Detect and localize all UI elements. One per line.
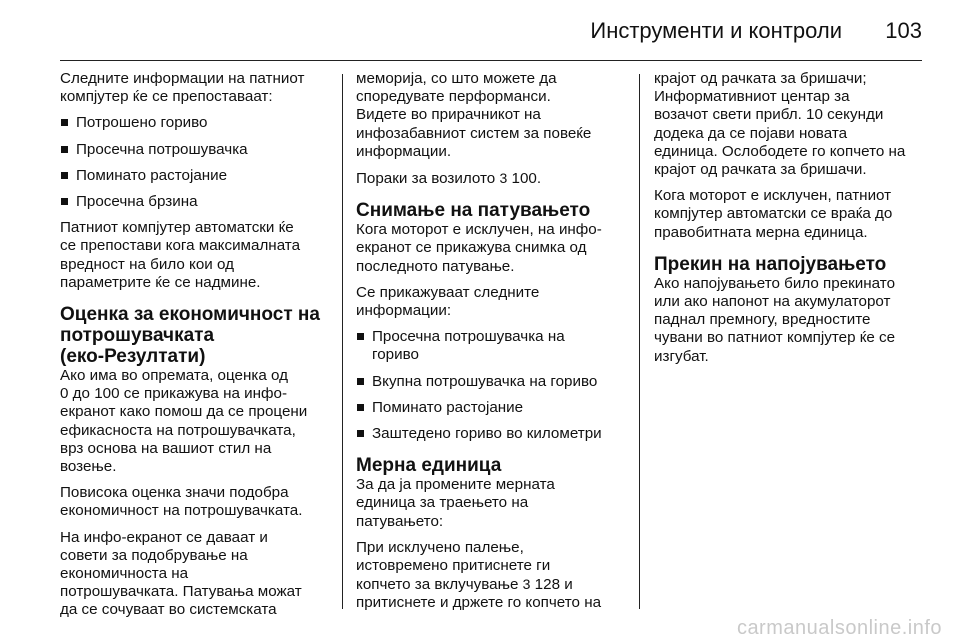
square-bullet-icon [61,198,68,205]
paragraph: Ако има во опремата, оценка од 0 до 100 се прикажува на инфо- екранот како помош да се процени ефикасноста на потрошувачката, врз основа на вашиот стил на возење. [60,367,308,476]
square-bullet-icon [357,378,364,385]
paragraph: Следните информации на патниот компјутер ќе се препоставаат: [60,70,305,106]
page-link[interactable]: 128 и притиснете и држете го копчето на [356,576,602,612]
watermark: carmanualsonline.info [736,617,942,639]
page-link[interactable]: 100. [511,170,542,188]
section-heading: Мерна единица [356,455,502,477]
column-divider [639,74,640,609]
square-bullet-icon [61,146,68,153]
paragraph: Се прикажуваат следните информации: [356,283,540,320]
paragraph: При исклучено палење, истовремено притиснете ги копчето за вклучување 3 128 и притиснете и држете го копчето на [356,538,602,612]
paragraph: крајот од рачката за бришачи; Информативниот центар за возачот свети прибл. 10 секунди додека да се појави новата единица. Ослободете го копчето на крајот од рачката за бришачи. [654,70,906,179]
paragraph: Ако напојувањето било прекинато или ако напонот на акумулаторот паднал премногу, вредностите чувани во патниот компјутер ќе се изгубат. [654,274,896,365]
bullet-list [60,114,328,211]
list-item: Потрошено гориво [60,114,328,132]
page-header [0,0,960,60]
list-item: Вкупна потрошувачка на гориво [356,373,626,391]
paragraph: На инфо-екранот се даваат и совети за подобрување на економичноста на потрошувачката. Патувања можат да се сочуваат во системската [60,528,302,619]
section-heading: Прекин на напојувањето [654,253,887,275]
paragraph: Кога моторот е исклучен, на инфо- екранот се прикажува снимка од последното патување. [356,221,602,275]
square-bullet-icon [357,404,364,411]
section-title: Инструменти и контроли [590,18,842,43]
square-bullet-icon [357,430,364,437]
list-item: Просечна потрошувачка на гориво [356,328,626,364]
reference-arrow-icon: 3 [522,576,531,593]
square-bullet-icon [61,119,68,126]
cross-reference: Пораки за возилото 3 100. [356,170,542,188]
column-right [654,70,926,374]
header-divider [60,60,922,61]
list-item: Просечна потрошувачка [60,141,328,159]
square-bullet-icon [357,333,364,340]
list-item: Заштедено гориво во километри [356,425,626,443]
paragraph: Кога моторот е исклучен, патниот компјутер автоматски се враќа до правобитната мерна единица. [654,187,893,241]
bullet-list [356,328,626,443]
section-heading: Оценка за економичност на потрошувачката (еко-Резултати) [60,304,320,368]
paragraph: меморија, со што можете да споредувате перформанси. Видете во прирачникот на инфозабавниот систем за повеќе информации. [356,70,592,160]
paragraph: За да ја промените мерната единица за траењето на патувањето: [356,476,555,530]
column-middle [356,70,626,621]
paragraph: Повисока оценка значи подобра економичност на потрошувачката. [60,484,303,520]
list-item: Просечна брзина [60,193,328,211]
section-heading: Снимање на патувањето [356,200,591,222]
paragraph: Патниот компјутер автоматски ќе се препостави кога максималната вредност на било кои од параметрите ќе се надмине. [60,219,301,291]
list-item: Поминато растојание [60,167,328,185]
page-number: 103 [885,18,922,43]
list-item: Поминато растојание [356,399,626,417]
reference-arrow-icon: 3 [499,170,508,187]
square-bullet-icon [61,172,68,179]
column-left [60,70,328,628]
column-divider [342,74,343,609]
